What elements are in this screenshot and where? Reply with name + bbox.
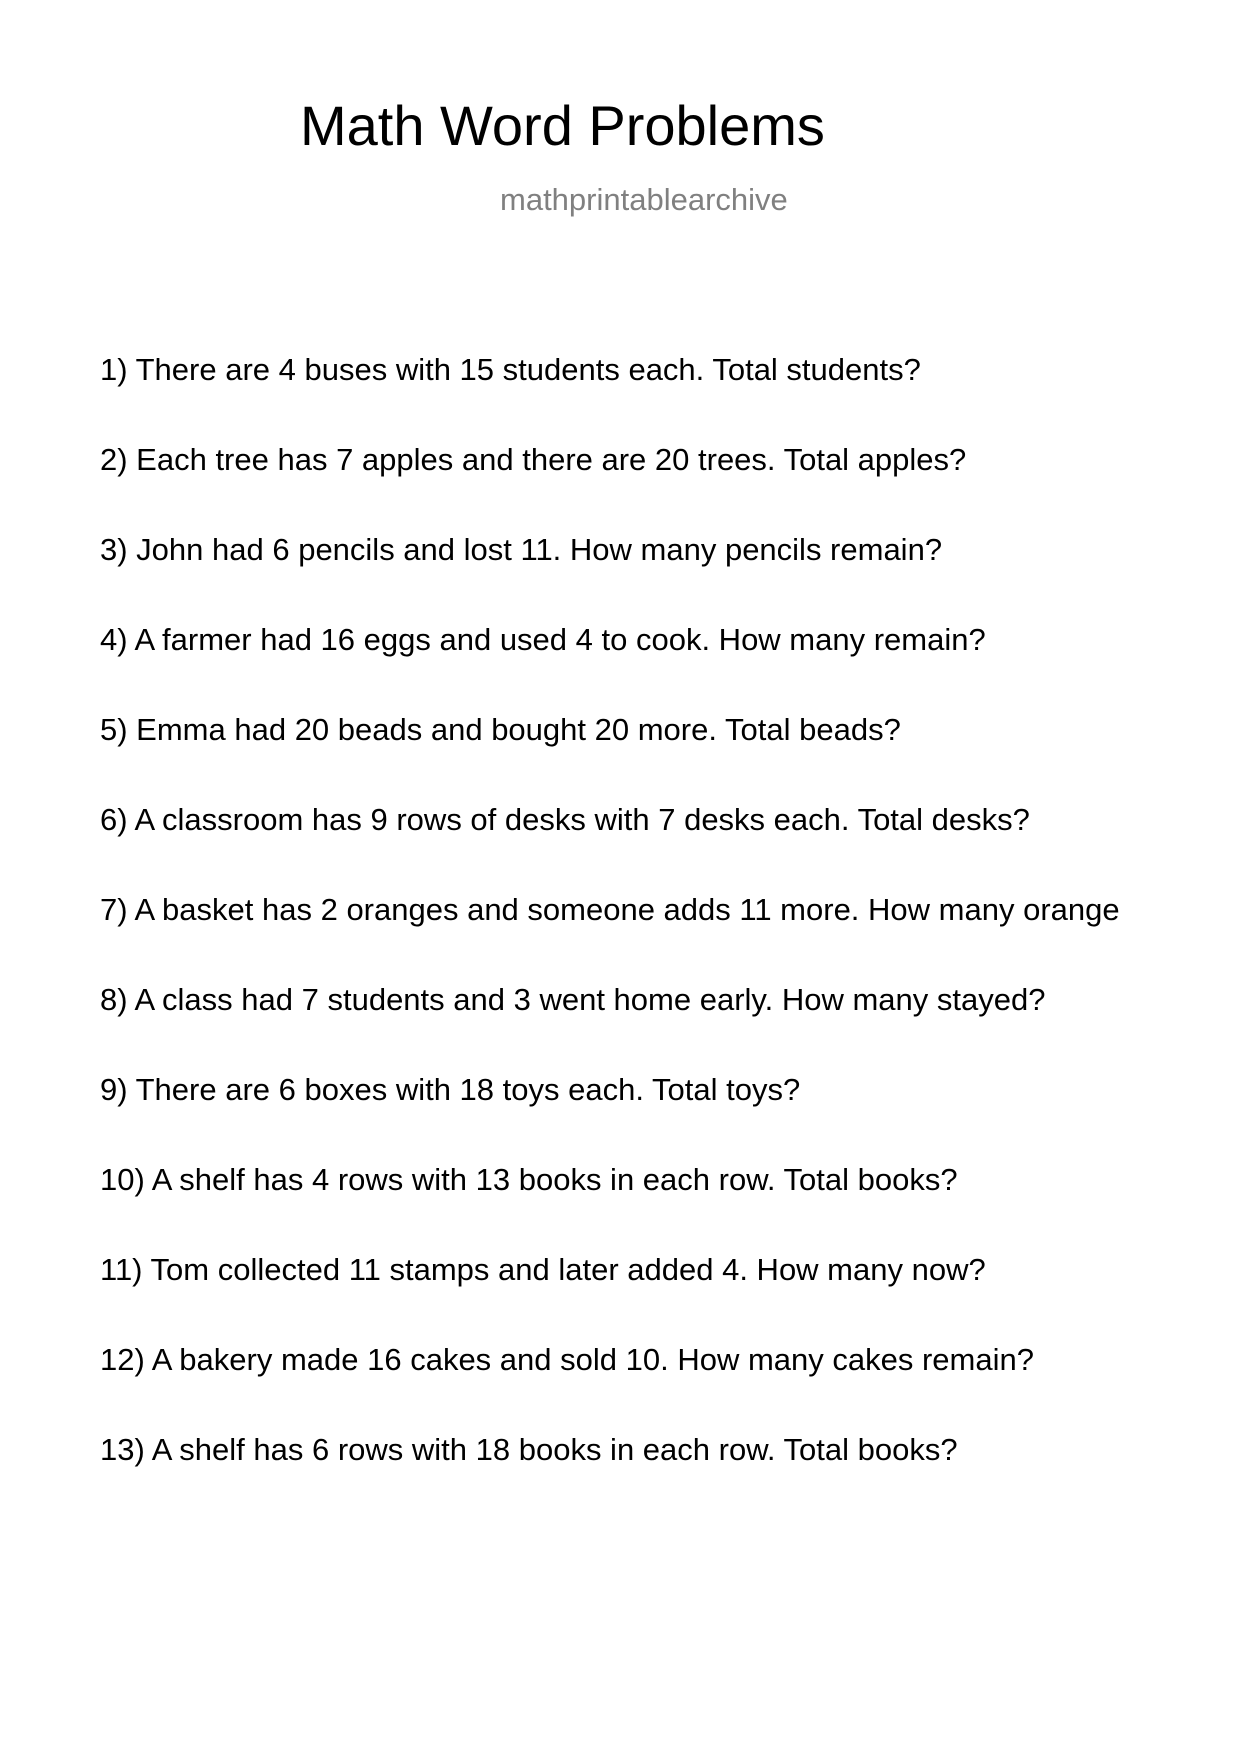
problem-item: 7) A basket has 2 oranges and someone adds 11 more. How many orange <box>100 892 1120 927</box>
problem-item: 8) A class had 7 students and 3 went home early. How many stayed? <box>100 982 1046 1017</box>
problem-item: 4) A farmer had 16 eggs and used 4 to cook. How many remain? <box>100 622 986 657</box>
problem-item: 3) John had 6 pencils and lost 11. How many pencils remain? <box>100 532 943 567</box>
problem-list <box>100 350 1240 1520</box>
problem-item: 9) There are 6 boxes with 18 toys each. Total toys? <box>100 1072 801 1107</box>
problem-item: 12) A bakery made 16 cakes and sold 10. How many cakes remain? <box>100 1342 1034 1377</box>
problem-item: 2) Each tree has 7 apples and there are 20 trees. Total apples? <box>100 442 967 477</box>
page-subtitle: mathprintablearchive <box>500 182 788 217</box>
problem-item: 10) A shelf has 4 rows with 13 books in each row. Total books? <box>100 1162 958 1197</box>
problem-item: 1) There are 4 buses with 15 students each. Total students? <box>100 352 921 387</box>
page-title: Math Word Problems <box>300 94 825 157</box>
problem-item: 6) A classroom has 9 rows of desks with 7 desks each. Total desks? <box>100 802 1030 837</box>
problem-item: 13) A shelf has 6 rows with 18 books in each row. Total books? <box>100 1432 958 1467</box>
problem-item: 11) Tom collected 11 stamps and later added 4. How many now? <box>100 1252 986 1287</box>
problem-item: 5) Emma had 20 beads and bought 20 more. Total beads? <box>100 712 901 747</box>
